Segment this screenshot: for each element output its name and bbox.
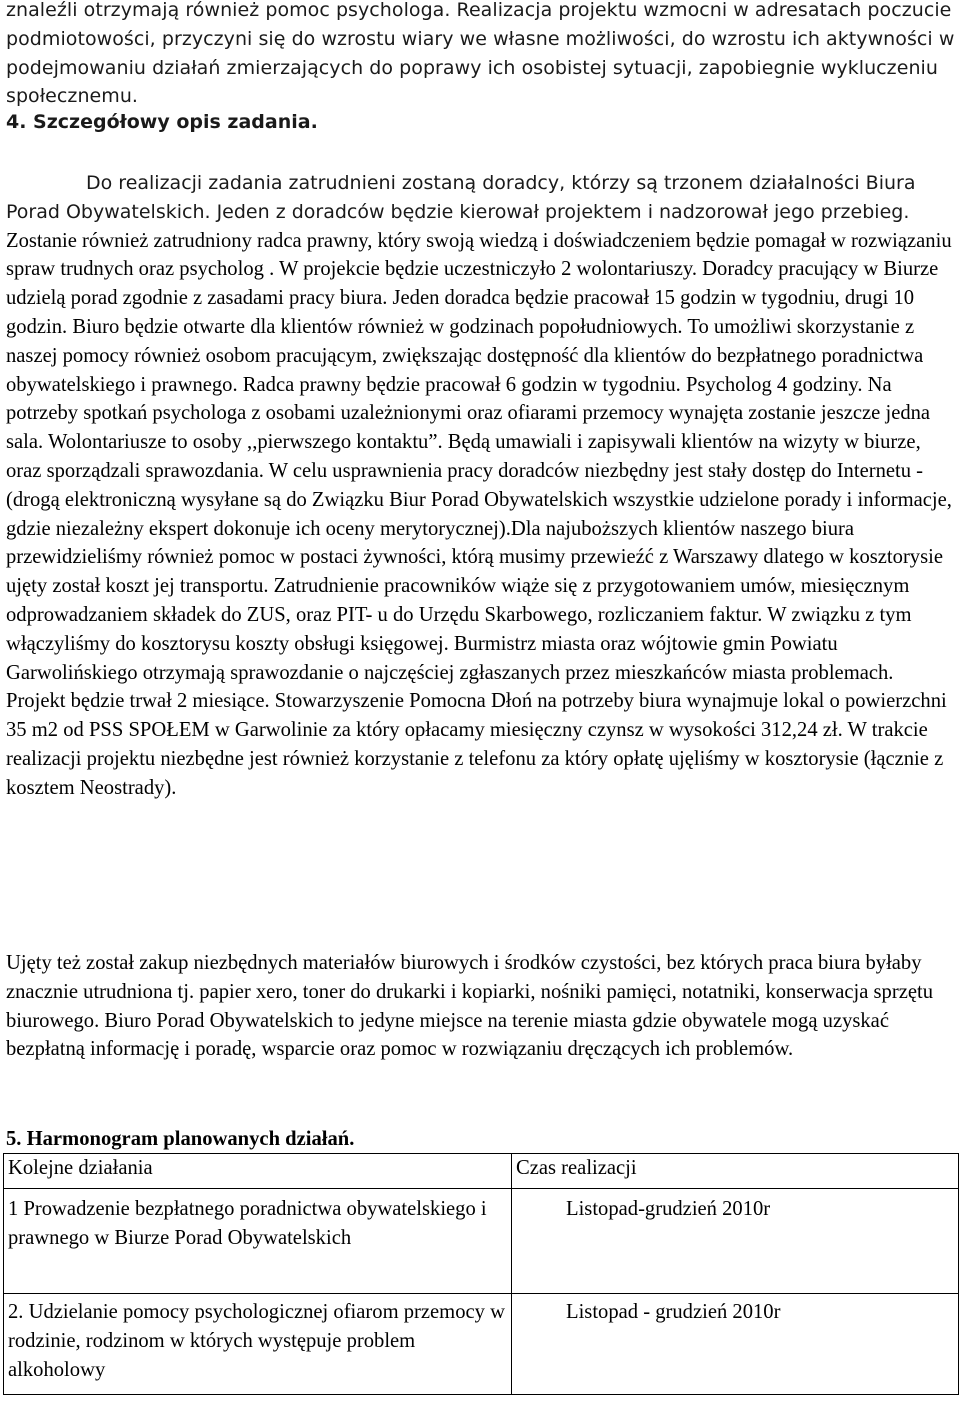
- table-row: [4, 1189, 959, 1294]
- section-5-heading: 5. Harmonogram planowanych działań.: [6, 1128, 355, 1150]
- activity-text: Udzielanie pomocy psychologicznej ofiarom przemocy w rodzinie, rodzinom w których występuje problem alkoholowy: [8, 1301, 505, 1381]
- intro-paragraph: znaleźli otrzymają również pomoc psychologa. Realizacja projektu wzmocni w adresatach poczucie podmiotowości, przyczyni się do wzrostu wiary we własne możliwości, do wzrostu ich aktywności w podejmowaniu działań zmierzających do poprawy ich osobistej sytuacji, zapobiegnie wykluczeniu społecznemu.: [6, 0, 955, 108]
- section-4-lead: Do realizacji zadania zatrudnieni zostaną doradcy, którzy są trzonem działalności Biura Porad Obywatelskich. Jeden z doradców będzie kierował projektem i nadzorował jego przebieg.: [6, 172, 916, 223]
- table-row: [4, 1294, 959, 1395]
- activity-number: 2.: [8, 1301, 24, 1323]
- section-4-description: [6, 169, 956, 803]
- activity-number: 1: [8, 1198, 19, 1220]
- activity-cell: [4, 1294, 512, 1395]
- schedule-table: [3, 1153, 959, 1395]
- header-time: Czas realizacji: [512, 1154, 959, 1189]
- time-cell: Listopad-grudzień 2010r: [512, 1189, 959, 1294]
- section-4-body: Zostanie również zatrudniony radca prawny, który swoją wiedzą i doświadczeniem będzie pomagał w rozwiązaniu spraw trudnych oraz psycholog . W projekcie będzie uczestniczyło 2 wolontariuszy. Doradcy pracujący w Biurze udzielą porad zgodnie z zasadami pracy biura. Jeden doradca będzie pracował 15 godzin w tygodniu, drugi 10 godzin. Biuro będzie otwarte dla klientów również w godzinach popołudniowych. To umożliwi skorzystanie z naszej pomocy również osobom pracującym, zwiększając dostępność dla klientów do bezpłatnego poradnictwa obywatelskiego i prawnego. Radca prawny będzie pracował 6 godzin w tygodniu. Psycholog 4 godziny. Na potrzeby spotkań psychologa z osobami uzależnionymi oraz ofiarami przemocy wynajęta zostanie jeszcze jedna sala. Wolontariusze to osoby ,,pierwszego kontaktu”. Będą umawiali i zapisywali klientów na wizyty w biurze, oraz sporządzali sprawozdania. W celu usprawnienia pracy doradców niezbędny jest stały dostęp do Internetu - (drogą elektroniczną wysyłane są do Związku Biur Porad Obywatelskich wszystkie udzielone porady i informacje, gdzie niezależny ekspert dokonuje ich oceny merytorycznej).Dla najuboższych klientów naszego biura przewidzieliśmy również pomoc w postaci żywności, którą musimy przewieźć z Warszawy dlatego w kosztorysie ujęty został koszt jej transportu. Zatrudnienie pracowników wiąże się z przygotowaniem umów, miesięcznym odprowadzaniem składek do ZUS, oraz PIT- u do Urzędu Skarbowego, rozliczaniem faktur. W związku z tym włączyliśmy do kosztorysu koszty obsługi księgowej. Burmistrz miasta oraz wójtowie gmin Powiatu Garwolińskiego otrzymają sprawozdanie o najczęściej zgłaszanych przez mieszkańców miasta problemach. Projekt będzie trwał 2 miesiące. Stowarzyszenie Pomocna Dłoń na potrzeby biura wynajmuje lokal o powierzchni 35 m2 od PSS SPOŁEM w Garwolinie za który opłacamy miesięczny czynsz w wysokości 312,24 zł. W trakcie realizacji projektu niezbędne jest również korzystanie z telefonu za który opłatę ujęliśmy w kosztorysie (łącznie z kosztem Neostrady).: [6, 229, 952, 799]
- section-4-heading: 4. Szczegółowy opis zadania.: [6, 111, 318, 133]
- activity-text: Prowadzenie bezpłatnego poradnictwa obywatelskiego i prawnego w Biurze Porad Obywatelskich: [8, 1198, 487, 1249]
- activity-cell: [4, 1189, 512, 1294]
- header-activities: Kolejne działania: [4, 1154, 512, 1189]
- time-cell: Listopad - grudzień 2010r: [512, 1294, 959, 1395]
- materials-paragraph: Ujęty też został zakup niezbędnych materiałów biurowych i środków czystości, bez których praca biura byłaby znacznie utrudniona tj. papier xero, toner do drukarki i kopiarki, nośniki pamięci, notatniki, konserwacja sprzętu biurowego. Biuro Porad Obywatelskich to jedyne miejsce na terenie miasta gdzie obywatele mogą uzyskać bezpłatną informację i poradę, wsparcie oraz pomoc w rozwiązaniu dręczących ich problemów.: [6, 952, 934, 1061]
- table-header-row: [4, 1154, 959, 1189]
